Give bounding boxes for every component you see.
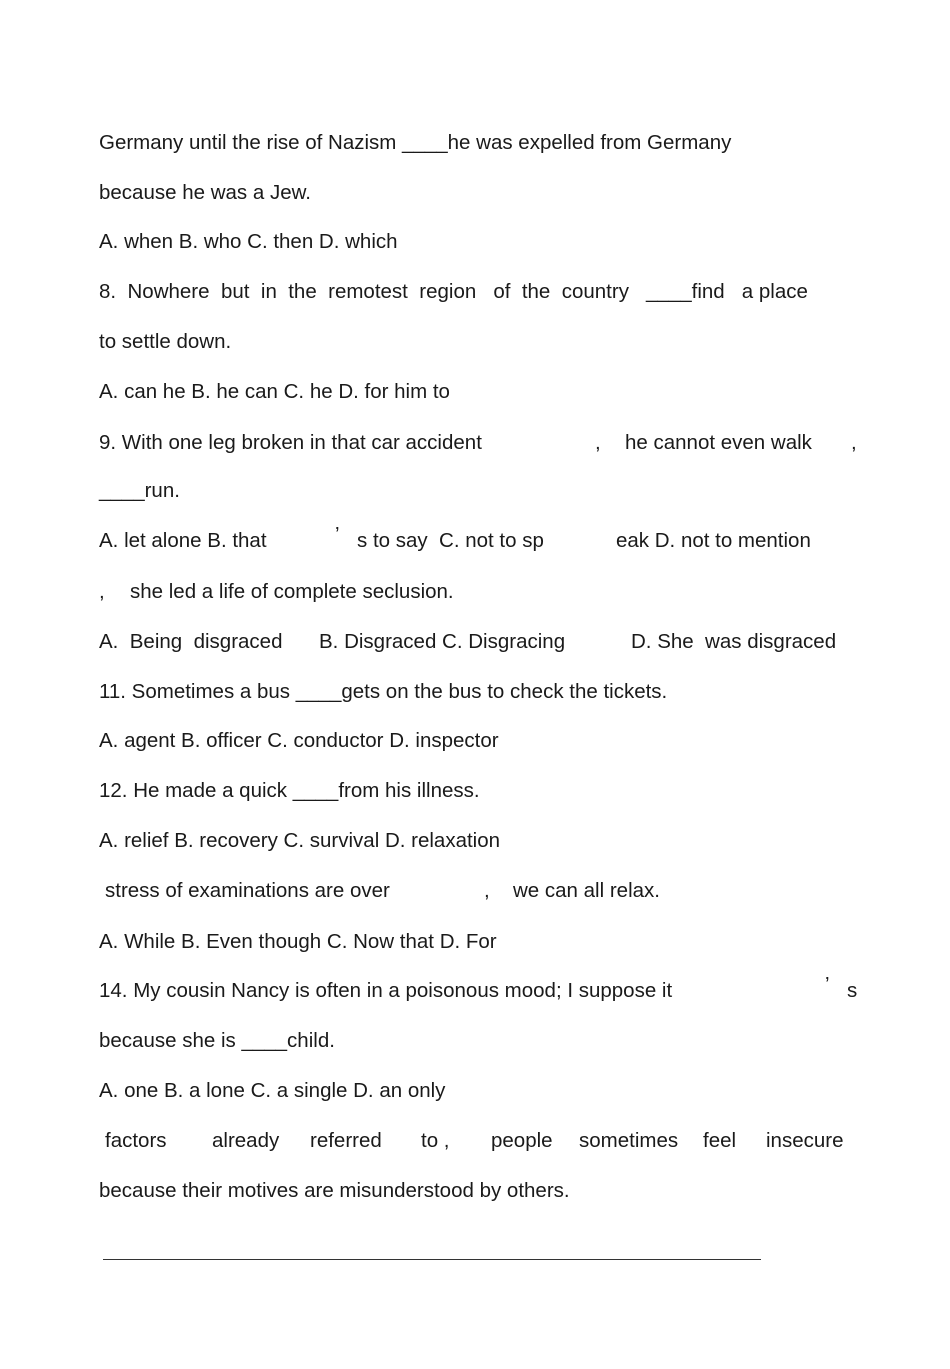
text-segment: stress of examinations are over: [105, 879, 390, 902]
text-segment: ,: [99, 580, 105, 603]
text-segment: insecure: [766, 1129, 844, 1152]
text-segment: already: [212, 1129, 280, 1152]
text-segment: people: [491, 1129, 553, 1152]
text-segment: 9. With one leg broken in that car accident: [99, 431, 482, 454]
text-segment: A. Being disgraced: [99, 630, 283, 653]
text-segment: sometimes: [579, 1129, 679, 1152]
text-segment: Germany until the rise of Nazism ____he was expelled from Germany: [99, 131, 732, 154]
text-segment: 11. Sometimes a bus ____gets on the bus to check the tickets.: [99, 680, 668, 703]
text-segment: but in the remotest region of the country ____find a place: [221, 280, 808, 303]
text-segment: A. let alone B. that: [99, 529, 267, 552]
text-segment: 14. My cousin Nancy is often in a poisonous mood; I suppose it: [99, 979, 673, 1002]
text-segment: ’: [335, 523, 340, 546]
text-segment: to settle down.: [99, 330, 232, 353]
text-segment: because he was a Jew.: [99, 181, 311, 204]
text-segment: ’: [825, 973, 830, 996]
text-segment: 8. Nowhere: [99, 280, 210, 303]
text-segment: 12. He made a quick ____from his illness.: [99, 779, 480, 802]
text-segment: A. While B. Even though C. Now that D. For: [99, 930, 497, 953]
text-segment: to ,: [421, 1129, 450, 1152]
text-segment: eak D. not to mention: [616, 529, 811, 552]
text-line: [0, 1179, 570, 1251]
text-segment: she led a life of complete seclusion.: [130, 580, 454, 603]
text-segment: ,: [595, 431, 601, 454]
horizontal-divider: [103, 1259, 761, 1260]
text-segment: s to say C. not to sp: [357, 529, 544, 552]
text-segment: A. can he B. he can C. he D. for him to: [99, 380, 450, 403]
text-segment: ____run.: [99, 479, 180, 502]
text-segment: referred: [310, 1129, 382, 1152]
text-segment: ,: [851, 431, 857, 454]
text-segment: A. agent B. officer C. conductor D. inspector: [99, 729, 499, 752]
text-segment: factors: [105, 1129, 167, 1152]
text-segment: because she is ____child.: [99, 1029, 335, 1052]
text-segment: A. one B. a lone C. a single D. an only: [99, 1079, 446, 1102]
text-segment: A. relief B. recovery C. survival D. relaxation: [99, 829, 501, 852]
text-segment: because their motives are misunderstood by others.: [99, 1179, 570, 1202]
text-segment: D. She was disgraced: [631, 630, 837, 653]
text-segment: feel: [703, 1129, 737, 1152]
text-segment: A. when B. who C. then D. which: [99, 230, 398, 253]
text-segment: ,: [484, 879, 490, 902]
text-segment: B. Disgraced C. Disgracing: [319, 630, 566, 653]
text-segment: s: [847, 979, 858, 1002]
text-segment: we can all relax.: [513, 879, 660, 902]
text-segment: he cannot even walk: [625, 431, 812, 454]
